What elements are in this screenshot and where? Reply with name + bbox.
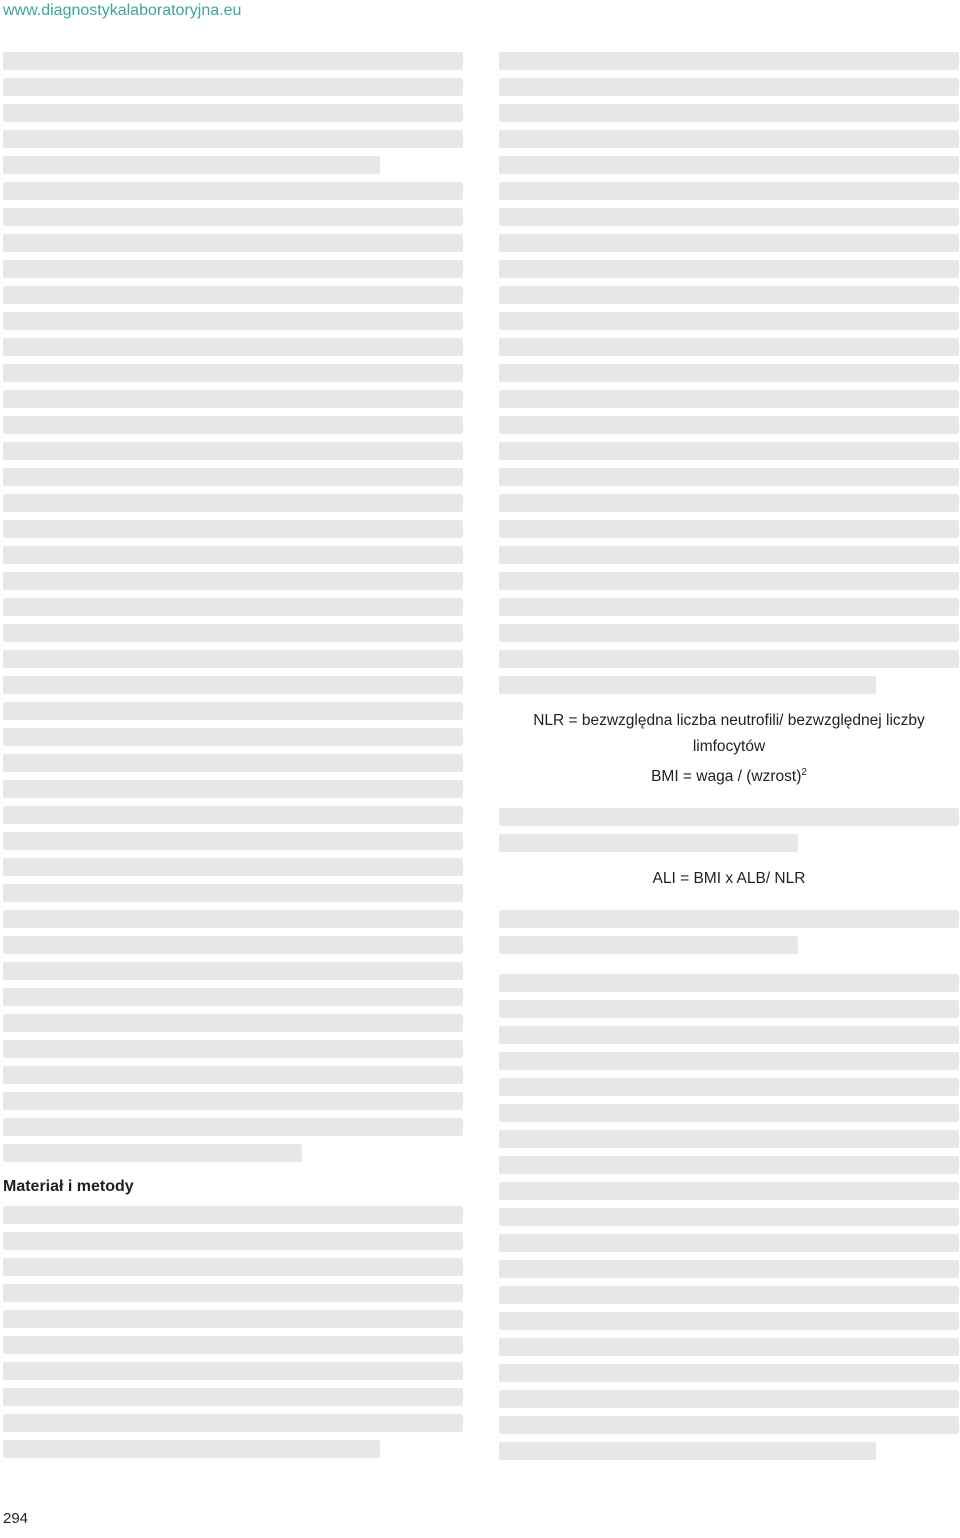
right-column	[499, 52, 959, 1468]
text-line-placeholder	[499, 52, 959, 70]
text-line-placeholder	[499, 936, 798, 954]
text-line-placeholder	[499, 1026, 959, 1044]
text-line-placeholder	[3, 208, 463, 226]
text-line-placeholder	[499, 130, 959, 148]
text-line-placeholder	[3, 78, 463, 96]
text-line-placeholder	[3, 1040, 463, 1058]
text-line-placeholder	[499, 1182, 959, 1200]
text-line-placeholder	[499, 808, 959, 826]
text-line-placeholder	[3, 962, 463, 980]
text-line-placeholder	[3, 1310, 463, 1328]
equation-bmi-exponent: 2	[801, 767, 807, 778]
text-line-placeholder	[3, 702, 463, 720]
text-line-placeholder	[499, 312, 959, 330]
paragraph-gap	[499, 962, 959, 974]
text-line-placeholder	[3, 1362, 463, 1380]
text-line-placeholder	[499, 1078, 959, 1096]
text-line-placeholder	[499, 156, 959, 174]
text-line-placeholder	[3, 650, 463, 668]
text-line-placeholder	[3, 494, 463, 512]
text-line-placeholder	[499, 520, 959, 538]
text-line-placeholder	[3, 598, 463, 616]
text-line-placeholder	[499, 650, 959, 668]
text-line-placeholder	[3, 390, 463, 408]
text-line-placeholder	[499, 78, 959, 96]
page-number: 294	[3, 1510, 29, 1527]
text-line-placeholder	[499, 1286, 959, 1304]
section-heading: Materiał i metody	[3, 1178, 134, 1195]
text-line-placeholder	[499, 1260, 959, 1278]
equation-bmi	[499, 760, 959, 790]
text-line-placeholder	[3, 832, 463, 850]
text-line-placeholder	[3, 910, 463, 928]
text-line-placeholder	[499, 182, 959, 200]
text-line-placeholder	[3, 754, 463, 772]
text-line-placeholder	[499, 910, 959, 928]
text-line-placeholder	[499, 1390, 959, 1408]
text-line-placeholder	[499, 286, 959, 304]
text-line-placeholder	[499, 494, 959, 512]
text-line-placeholder	[3, 442, 463, 460]
text-line-placeholder	[499, 1208, 959, 1226]
text-line-placeholder	[3, 1092, 463, 1110]
text-line-placeholder	[3, 572, 463, 590]
text-line-placeholder	[3, 1388, 463, 1406]
text-line-placeholder	[499, 364, 959, 382]
text-line-placeholder	[499, 1000, 959, 1018]
text-line-placeholder	[3, 1258, 463, 1276]
text-line-placeholder	[3, 1284, 463, 1302]
text-line-placeholder	[3, 1440, 380, 1458]
text-line-placeholder	[499, 234, 959, 252]
text-line-placeholder	[3, 468, 463, 486]
text-line-placeholder	[499, 1052, 959, 1070]
text-line-placeholder	[3, 104, 463, 122]
text-line-placeholder	[3, 286, 463, 304]
text-line-placeholder	[3, 1066, 463, 1084]
text-line-placeholder	[3, 806, 463, 824]
text-line-placeholder	[3, 1336, 463, 1354]
text-line-placeholder	[499, 1442, 876, 1460]
text-line-placeholder	[3, 182, 463, 200]
text-line-placeholder	[499, 390, 959, 408]
text-line-placeholder	[3, 624, 463, 642]
text-line-placeholder	[499, 1234, 959, 1252]
text-line-placeholder	[499, 1364, 959, 1382]
equation-nlr-bmi	[499, 708, 959, 790]
text-line-placeholder	[499, 1416, 959, 1434]
text-line-placeholder	[499, 834, 798, 852]
text-line-placeholder	[3, 520, 463, 538]
text-line-placeholder	[499, 338, 959, 356]
text-line-placeholder	[499, 676, 876, 694]
equation-ali: ALI = BMI x ALB/ NLR	[652, 870, 806, 888]
text-line-placeholder	[499, 208, 959, 226]
equation-bmi-text: BMI = waga / (wzrost)	[651, 768, 802, 786]
text-line-placeholder	[3, 1144, 302, 1162]
text-line-placeholder	[499, 104, 959, 122]
text-line-placeholder	[3, 1118, 463, 1136]
text-line-placeholder	[499, 572, 959, 590]
text-line-placeholder	[499, 1130, 959, 1148]
text-line-placeholder	[499, 468, 959, 486]
text-line-placeholder	[3, 936, 463, 954]
text-line-placeholder	[3, 338, 463, 356]
text-line-placeholder	[499, 974, 959, 992]
text-line-placeholder	[3, 988, 463, 1006]
text-line-placeholder	[499, 1156, 959, 1174]
text-line-placeholder	[3, 728, 463, 746]
text-line-placeholder	[3, 234, 463, 252]
site-url[interactable]: www.diagnostykalaboratoryjna.eu	[3, 2, 242, 19]
text-line-placeholder	[499, 1312, 959, 1330]
text-line-placeholder	[3, 416, 463, 434]
left-column	[3, 52, 463, 1466]
text-line-placeholder	[3, 1206, 463, 1224]
equation-nlr-line2: limfocytów	[692, 738, 766, 755]
text-line-placeholder	[3, 1014, 463, 1032]
text-line-placeholder	[3, 676, 463, 694]
text-line-placeholder	[499, 260, 959, 278]
text-line-placeholder	[499, 1338, 959, 1356]
text-line-placeholder	[499, 1104, 959, 1122]
text-line-placeholder	[3, 546, 463, 564]
text-line-placeholder	[499, 442, 959, 460]
text-line-placeholder	[3, 1232, 463, 1250]
text-line-placeholder	[3, 858, 463, 876]
text-line-placeholder	[3, 130, 463, 148]
text-line-placeholder	[3, 52, 463, 70]
text-line-placeholder	[3, 312, 463, 330]
text-line-placeholder	[499, 598, 959, 616]
text-line-placeholder	[499, 546, 959, 564]
text-line-placeholder	[3, 156, 380, 174]
equation-nlr-line1: NLR = bezwzględna liczba neutrofili/ bezwzględnej liczby	[533, 712, 925, 729]
text-line-placeholder	[499, 624, 959, 642]
text-line-placeholder	[3, 1414, 463, 1432]
text-line-placeholder	[3, 884, 463, 902]
text-line-placeholder	[499, 416, 959, 434]
text-line-placeholder	[3, 364, 463, 382]
text-line-placeholder	[3, 780, 463, 798]
text-line-placeholder	[3, 260, 463, 278]
